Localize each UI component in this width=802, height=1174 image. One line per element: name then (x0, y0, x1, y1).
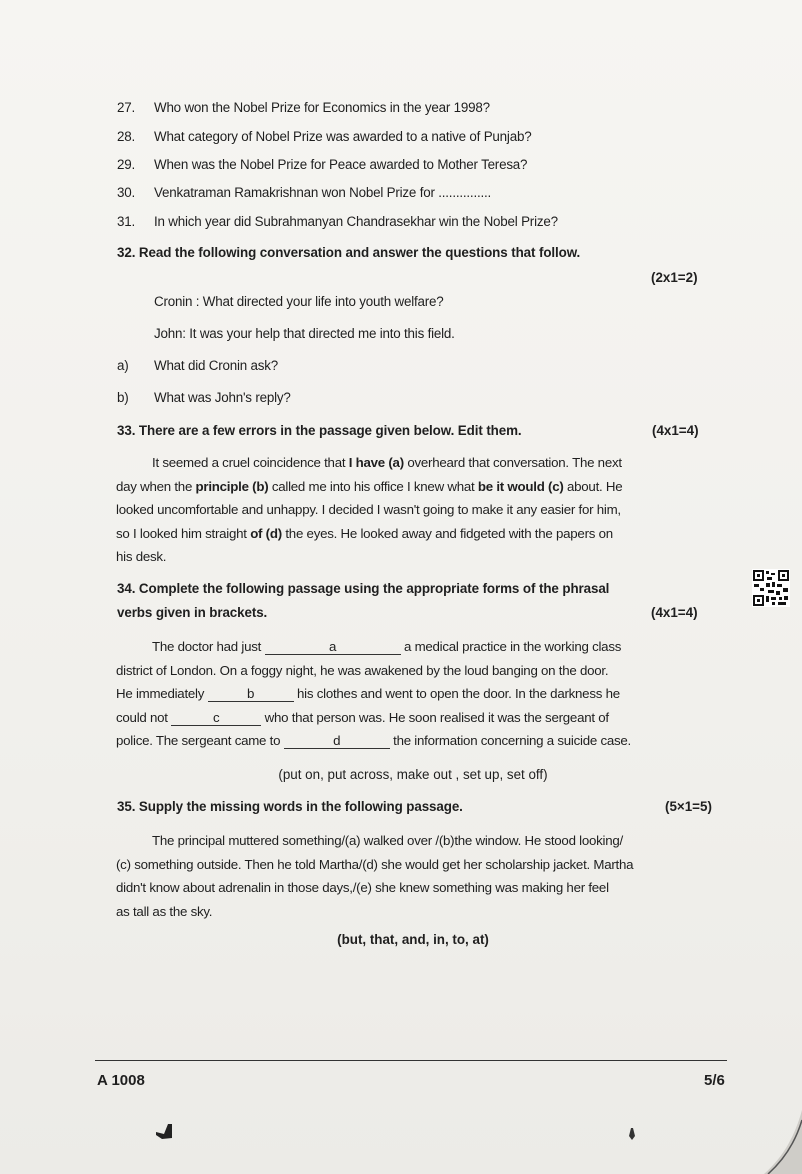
blank-d[interactable]: d (284, 734, 390, 749)
q32-sub-b: b) What was John's reply? (117, 390, 291, 405)
q32-sub-a: a) What did Cronin ask? (117, 358, 279, 373)
question-28: 28. What category of Nobel Prize was awarded to a native of Punjab? (117, 129, 532, 144)
question-27: 27. Who won the Nobel Prize for Economics in the year 1998? (117, 100, 490, 115)
q32-line-2: John: It was your help that directed me into this field. (154, 326, 455, 341)
blank-b[interactable]: b (208, 687, 294, 702)
q35-passage: The principal muttered something/(a) walked over /(b)the window. He stood looking/ (c) something outside. Then he told Martha/(d) she would get her scholarship jacket. Martha didn't know about adrenalin in those days,/(e) she knew something was making her feel as tall as the sky. (116, 833, 634, 919)
q33-marks: (4x1=4) (652, 423, 699, 438)
q34-options: (put on, put across, make out , set up, set off) (278, 767, 548, 782)
q33-heading: 33. There are a few errors in the passage given below. Edit them. (117, 423, 522, 438)
footer-divider (95, 1060, 727, 1061)
blank-a[interactable]: a (265, 640, 401, 655)
q32-marks: (2x1=2) (651, 270, 698, 285)
page-number: 5/6 (704, 1072, 725, 1089)
q32-line-1: Cronin : What directed your life into youth welfare? (154, 294, 444, 309)
qr-code-icon (752, 569, 790, 607)
q34-passage: The doctor had just a a medical practice in the working class district of London. On a foggy night, he was awakened by the loud banging on the door. He immediately b his clothes and went to open the door. In the darkness he could not c who that person was. He soon realised it was the sergeant of police. The sergeant came to d the information concerning a suicide case. (116, 639, 631, 749)
scan-dot-icon (626, 1126, 638, 1142)
paper-code: A 1008 (97, 1072, 145, 1089)
q33-passage: It seemed a cruel coincidence that I have (a) overheard that conversation. The next day when the principle (b) called me into his office I knew what be it would (c) about. He looked uncomfortable and unhappy. I decided I wasn't going to make it any easier for him, so I looked him straight of (d) the eyes. He looked away and fidgeted with the papers on his desk. (116, 455, 623, 565)
scan-mark-icon (154, 1120, 180, 1142)
q35-heading: 35. Supply the missing words in the following passage. (117, 799, 463, 814)
q32-heading: 32. Read the following conversation and answer the questions that follow. (117, 245, 581, 260)
q34-marks: (4x1=4) (651, 605, 698, 620)
question-30: 30. Venkatraman Ramakrishnan won Nobel Prize for ............... (117, 185, 492, 200)
q34-heading-line-2: verbs given in brackets. (117, 605, 268, 620)
q35-marks: (5×1=5) (665, 799, 712, 814)
q34-heading-line-1: 34. Complete the following passage using the appropriate forms of the phrasal (117, 581, 610, 596)
question-29: 29. When was the Nobel Prize for Peace awarded to Mother Teresa? (117, 157, 528, 172)
blank-c[interactable]: c (171, 711, 261, 726)
question-31: 31. In which year did Subrahmanyan Chandrasekhar win the Nobel Prize? (117, 214, 558, 229)
q35-options: (but, that, and, in, to, at) (337, 932, 489, 947)
page-curl-icon (760, 1110, 802, 1174)
